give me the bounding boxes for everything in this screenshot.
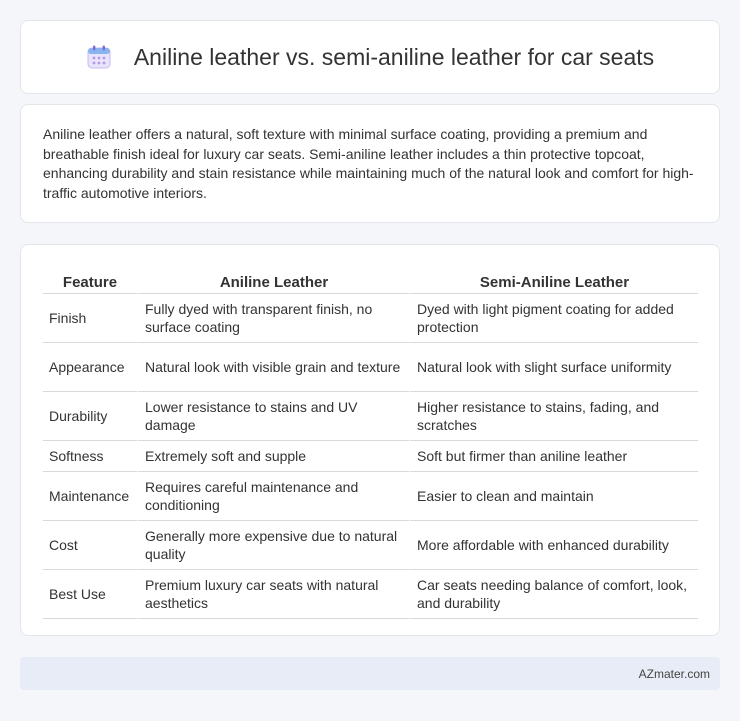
row-feature: Cost — [43, 521, 137, 570]
row-aniline: Fully dyed with transparent finish, no surface coating — [137, 294, 409, 343]
header-semi-aniline: Semi-Aniline Leather — [409, 269, 698, 294]
row-semi-aniline: Dyed with light pigment coating for added protection — [409, 294, 698, 343]
row-aniline: Generally more expensive due to natural quality — [137, 521, 409, 570]
row-feature: Best Use — [43, 570, 137, 619]
table-row — [43, 392, 698, 441]
row-aniline: Extremely soft and supple — [137, 441, 409, 472]
row-semi-aniline: Natural look with slight surface uniformity — [409, 343, 698, 392]
title-card — [20, 20, 720, 94]
header-feature: Feature — [43, 269, 137, 294]
footer — [20, 657, 720, 690]
table-row — [43, 570, 698, 619]
comparison-table — [43, 269, 698, 619]
row-aniline: Natural look with visible grain and texture — [137, 343, 409, 392]
row-semi-aniline: More affordable with enhanced durability — [409, 521, 698, 570]
row-aniline: Requires careful maintenance and conditioning — [137, 472, 409, 521]
row-semi-aniline: Higher resistance to stains, fading, and scratches — [409, 392, 698, 441]
table-row — [43, 472, 698, 521]
row-feature: Finish — [43, 294, 137, 343]
table-row — [43, 521, 698, 570]
row-feature: Softness — [43, 441, 137, 472]
row-aniline: Lower resistance to stains and UV damage — [137, 392, 409, 441]
header-aniline: Aniline Leather — [137, 269, 409, 294]
row-feature: Appearance — [43, 343, 137, 392]
row-feature: Maintenance — [43, 472, 137, 521]
page-title: Aniline leather vs. semi-aniline leather for car seats — [133, 43, 655, 70]
intro-card — [20, 104, 720, 223]
comparison-card — [20, 244, 720, 636]
row-semi-aniline: Soft but firmer than aniline leather — [409, 441, 698, 472]
row-semi-aniline: Easier to clean and maintain — [409, 472, 698, 521]
calendar-icon — [86, 44, 112, 70]
intro-text: Aniline leather offers a natural, soft texture with minimal surface coating, providing a premium and breathable finish ideal for luxury car seats. Semi-aniline leather includes a thin protective topcoat, enhancing durability and stain resistance while maintaining much of the natural look and comfort for high-traffic automotive interiors. — [43, 126, 694, 201]
row-semi-aniline: Car seats needing balance of comfort, look, and durability — [409, 570, 698, 619]
table-header-row — [43, 269, 698, 294]
table-row — [43, 343, 698, 392]
row-feature: Durability — [43, 392, 137, 441]
table-row — [43, 294, 698, 343]
row-aniline: Premium luxury car seats with natural aesthetics — [137, 570, 409, 619]
table-row — [43, 441, 698, 472]
footer-brand: AZmater.com — [638, 666, 710, 681]
